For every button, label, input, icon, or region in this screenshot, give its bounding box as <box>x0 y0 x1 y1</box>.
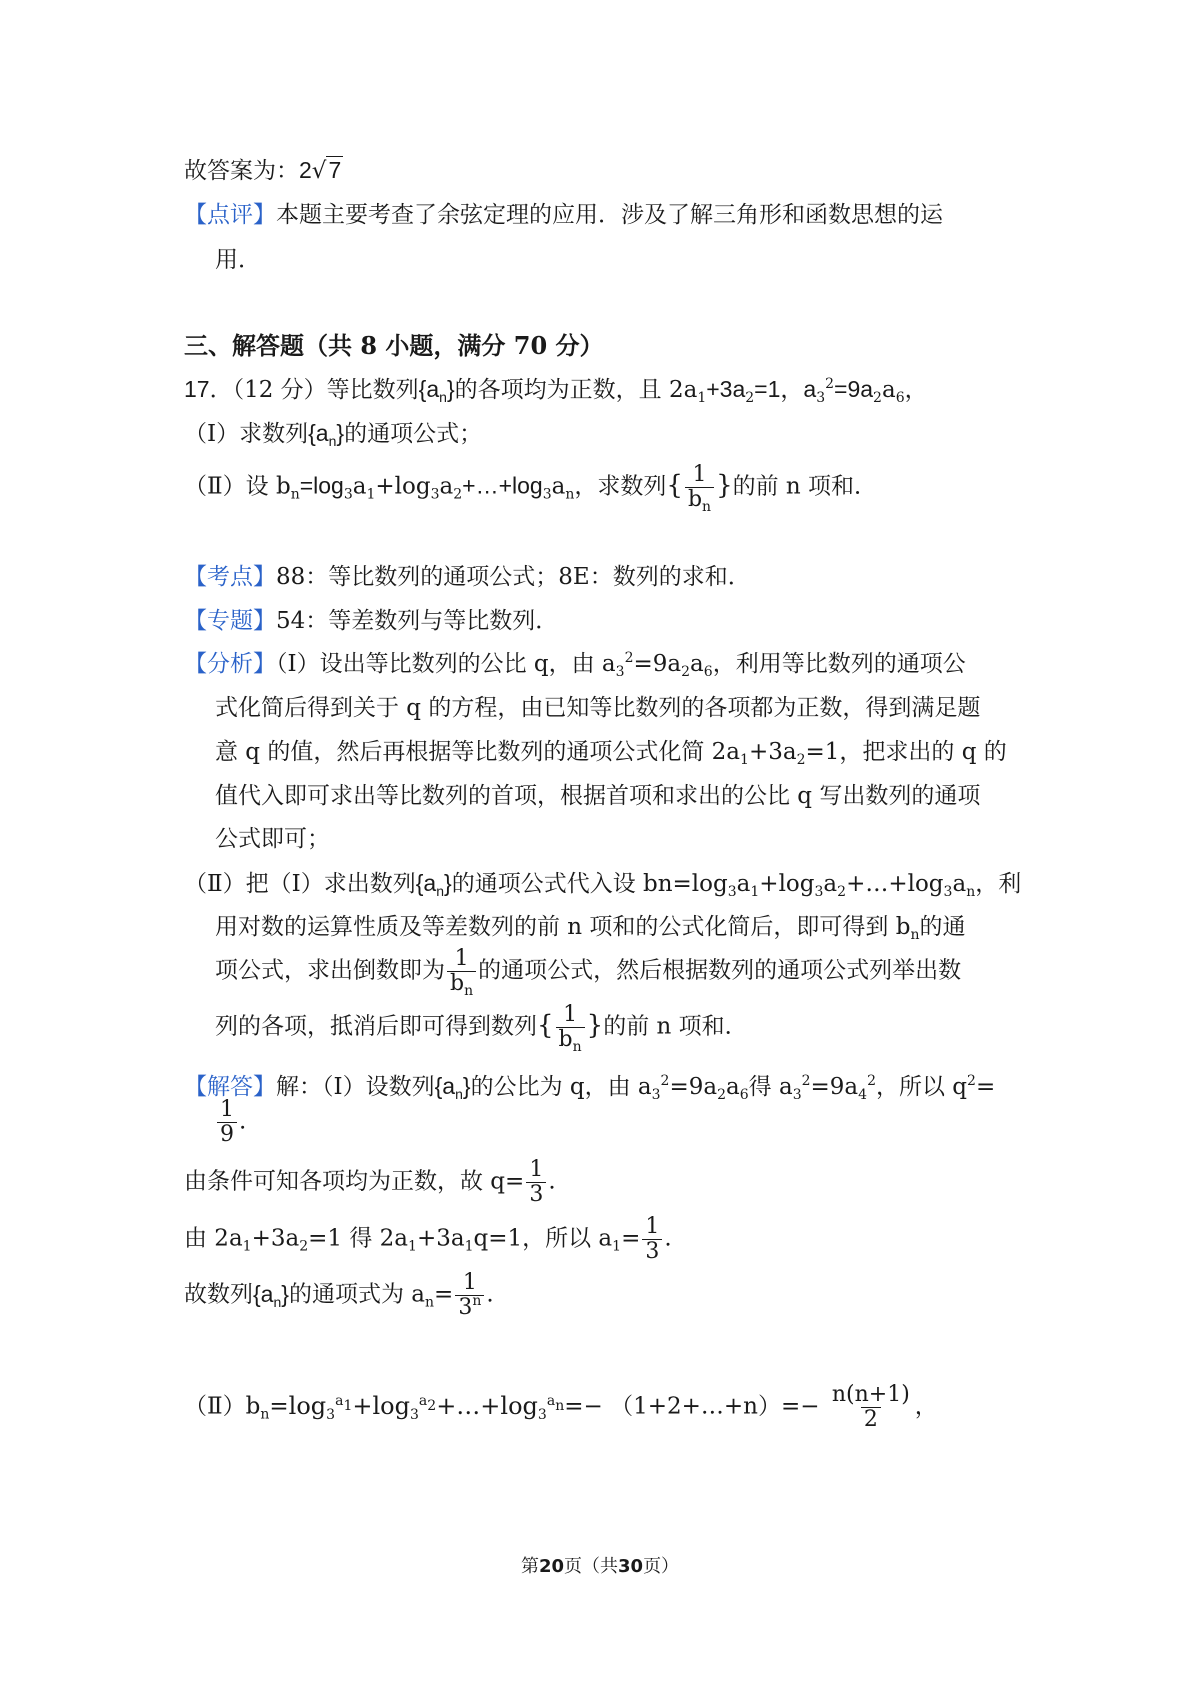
fraction: $\frac{n(n+1)}{2}$ <box>831 1382 910 1432</box>
fraction: $\frac{1}{b_n}$ <box>685 463 714 512</box>
jieda-line-5: 故数列$\{a_n\}$的通项式为 $a_n=$ $\frac{1}{3^n}$ . <box>184 1270 494 1320</box>
fraction: $\frac{1}{b_n}$ <box>447 947 476 996</box>
fenxi-line-5: 公式即可； <box>215 826 330 852</box>
jieda-line-2: $\frac{1}{9}$ . <box>215 1098 246 1147</box>
review-tag: 【点评】 <box>184 202 276 228</box>
page-total: 30 <box>618 1556 644 1577</box>
sqrt-expression: √7 <box>311 157 342 184</box>
fenxi-line-3: 意 q 的值，然后再根据等比数列的通项公式化简 $2a_1+3a_2=1$，把求出的 q 的 <box>215 739 1007 768</box>
page-footer: 第20页（共30页） <box>520 1556 680 1577</box>
fenxi-line-4: 值代入即可求出等比数列的首项，根据首项和求出的公比 q 写出数列的通项 <box>215 783 981 809</box>
answer-line: 故答案为：2√7 <box>184 157 342 184</box>
page-number: 20 <box>538 1556 564 1577</box>
kaodian-line: 【考点】88：等比数列的通项公式；8E：数列的求和． <box>184 564 751 590</box>
fraction: $\frac{1}{9}$ <box>217 1098 237 1147</box>
fraction: $\frac{1}{3^n}$ <box>455 1271 484 1320</box>
fenxi-line-2: 式化简后得到关于 q 的方程，由已知等比数列的各项都为正数，得到满足题 <box>215 695 981 721</box>
fraction: $\frac{1}{3}$ <box>642 1215 662 1264</box>
review-line: 【点评】本题主要考查了余弦定理的应用．涉及了解三角形和函数思想的运 <box>184 202 943 228</box>
review-line-2: 用． <box>215 247 261 273</box>
jieda-line-6: $(Ⅱ)b_n=\log_3^{a_1}+\log_3^{a_2}+\dots+\log_3^{a_n}=-$ （1+2+…+n）=− $\frac{n(n+1)}{2}$ ， <box>184 1382 938 1432</box>
problem-stem: 17．（12 分）等比数列$\{a_n\}$的各项均为正数，且 $2a_1+3a_2=1$，$a_3^2=9a_2a_6$， <box>184 376 928 406</box>
fenxi-line-6: （Ⅱ）把（Ⅰ）求出数列$\{a_n\}$的通项公式代入设 $bn=\log_3a_1+\log_3a_2+\dots+\log_3a_n$，利 <box>184 870 1022 900</box>
jieda-line-3: 由条件可知各项均为正数，故 q= $\frac{1}{3}$ . <box>184 1157 556 1207</box>
fraction: $\frac{1}{b_n}$ <box>556 1003 585 1052</box>
jieda-tag: 【解答】 <box>184 1074 276 1100</box>
jieda-line-4: 由 $2a_1+3a_2=1$ 得 $2a_1+3a_1q=1$，所以 $a_1=$ $\frac{1}{3}$ . <box>184 1214 672 1264</box>
jieda-line-1: 【解答】解：（Ⅰ）设数列$\{a_n\}$的公比为 q，由 $a_3^2=9a_2a_6$得 $a_3^2=9a_4^2$，所以 $q^2=$ <box>184 1073 996 1103</box>
fenxi-line-7: 用对数的运算性质及等差数列的前 n 项和的公式化简后，即可得到 $b_n$的通 <box>215 914 966 943</box>
fenxi-line-1: 【分析】（Ⅰ）设出等比数列的公比 q，由 $a_3^2=9a_2a_6$，利用等比数列的通项公 <box>184 650 966 680</box>
section-title: 三、解答题（共 8 小题，满分 70 分） <box>184 331 604 360</box>
zhuanti-line: 【专题】54：等差数列与等比数列． <box>184 608 559 634</box>
problem-part-2: （Ⅱ）设 $b_n=\log_3a_1+\log_3a_2+\dots+\log_3a_n$，求数列{ $\frac{1}{b_n}$ }的前 n 项和． <box>184 462 878 515</box>
fenxi-line-8: 项公式，求出倒数即为 $\frac{1}{b_n}$ 的通项公式，然后根据数列的通项公式列举出数 <box>215 946 962 999</box>
fraction: $\frac{1}{3}$ <box>526 1158 546 1207</box>
zhuanti-tag: 【专题】 <box>184 608 276 634</box>
fenxi-tag: 【分析】 <box>184 651 276 677</box>
kaodian-tag: 【考点】 <box>184 564 276 590</box>
problem-part-1: （Ⅰ）求数列$\{a_n\}$的通项公式； <box>184 420 483 449</box>
fenxi-line-9: 列的各项，抵消后即可得到数列{ $\frac{1}{b_n}$ }的前 n 项和． <box>215 1002 748 1055</box>
